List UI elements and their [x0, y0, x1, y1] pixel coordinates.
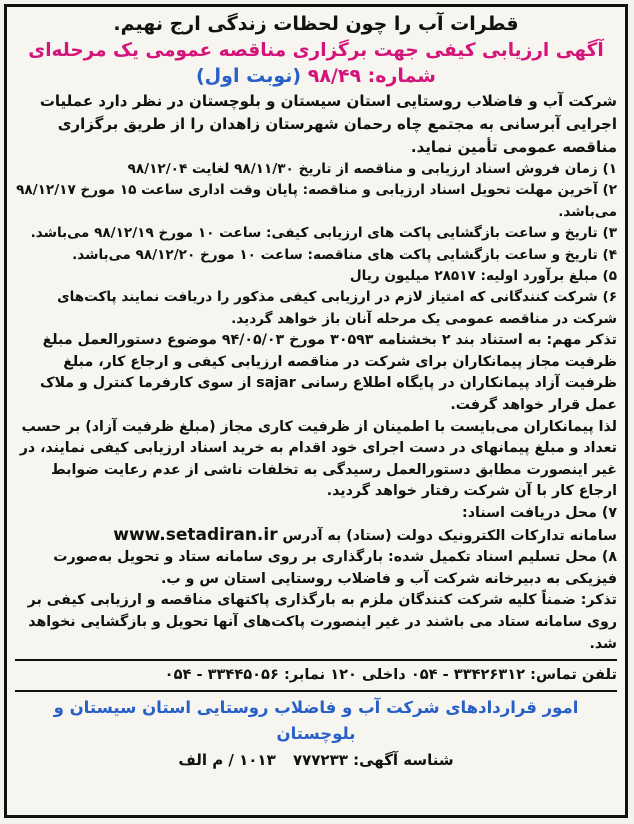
item-8: ۸) محل تسلیم اسناد تکمیل شده: بارگذاری بر روی سامانه ستاد و تحویل به‌صورت فیزیکی به دبیرخانه شرکت آب و فاضلاب روستایی استان س و ب.: [53, 549, 617, 587]
list-item: ۳) تاریخ و ساعت بازگشایی پاکت های ارزیابی کیفی: ساعت ۱۰ مورخ ۹۸/۱۲/۱۹ می‌باشد.: [30, 225, 617, 242]
divider: [15, 690, 617, 692]
important-note: تذکر مهم: به استناد بند ۲ بخشنامه ۳۰۵۹۳ مورخ ۹۴/۰۵/۰۳ موضوع دستورالعمل مبلغ ظرفیت مجاز پیمانکاران برای شرکت در مناقصه ارزیابی کیفی و ارجاع کار، مبلغ ظرفیت آزاد پیمانکاران در پایگاه اطلاع رسانی sajar از سوی کارفرما کنترل و ملاک عمل قرار خواهد گرفت.: [39, 332, 617, 414]
notice-round-tag: (نوبت اول): [196, 65, 302, 87]
capacity-note: لذا پیمانکاران می‌بایست با اطمینان از ظرفیت کاری مجاز (مبلغ ظرفیت آزاد) بر حسب تعداد و مبلغ پیمانهای در دست اجرای خود اقدام به خرید اسناد ارزیابی کیفی نمایند، در غیر اینصورت مطابق دستورالعمل رسیدگی به تخلفات ناشی از عدم رعایت ضوابط ارجاع کار با آن شرکت رفتار خواهد گردید.: [19, 418, 617, 500]
website-link[interactable]: www.setadiran.ir: [113, 524, 278, 545]
issuer-footer: امور قراردادهای شرکت آب و فاضلاب روستایی استان سیستان و بلوچستان: [53, 698, 579, 744]
item-7-detail-text: سامانه تدارکات الکترونیک دولت (ستاد) به آدرس: [282, 527, 617, 544]
list-item: ۴) تاریخ و ساعت بازگشایی پاکت های مناقصه: ساعت ۱۰ مورخ ۹۸/۱۲/۲۰ می‌باشد.: [72, 246, 617, 263]
ad-id-label: شناسه آگهی: ۷۷۷۲۳۳: [292, 751, 454, 770]
notice-number: [15, 65, 617, 87]
notice-body: [15, 11, 617, 811]
list-item: ۶) شرکت کنندگانی که امتیاز لازم در ارزیابی کیفی مذکور را دریافت نمایند پاکت‌های شرکت در مناقصه عمومی یک مرحله آنان باز خواهد گردید.: [57, 289, 617, 327]
notice-frame: [4, 4, 628, 818]
list-item: ۲) آخرین مهلت تحویل اسناد ارزیابی و مناقصه: پایان وقت اداری ساعت ۱۵ مورخ ۹۸/۱۲/۱۷ می‌باشد.: [16, 182, 617, 220]
notice-number-label: شماره: ۹۸/۴۹: [307, 65, 436, 87]
intro-paragraph: شرکت آب و فاضلاب روستایی استان سیستان و بلوچستان در نظر دارد عملیات اجرایی آبرسانی به مجتمع چاه رحمان شهرستان زاهدان را از طریق برگزاری مناقصه عمومی تأمین نماید.: [39, 92, 617, 156]
divider: [15, 659, 617, 661]
conditions-list: [15, 159, 617, 330]
notice-headline: آگهی ارزیابی کیفی جهت برگزاری مناقصه عمومی یک مرحله‌ای: [28, 40, 604, 61]
item-7: ۷) محل دریافت اسناد:: [462, 505, 617, 521]
motto: قطرات آب را چون لحظات زندگی ارج نهیم.: [113, 13, 519, 35]
contact-phones: تلفن تماس: ۳۳۴۲۶۳۱۲ - ۰۵۴ داخلی ۱۲۰ نمابر: ۳۳۴۴۵۰۵۶ - ۰۵۴: [164, 666, 617, 684]
item-7-detail: [15, 525, 617, 548]
ad-reference: ۱۰۱۳ / م الف: [178, 751, 276, 770]
list-item: ۵) مبلغ برآورد اولیه: ۲۸۵۱۷ میلیون ریال: [349, 268, 617, 285]
ad-identifier: [15, 751, 617, 769]
upload-note: تذکر: ضمناً کلیه شرکت کنندگان ملزم به بارگذاری پاکتهای مناقصه و ارزیابی کیفی بر روی سامانه ستاد می باشند در غیر اینصورت پاکت‌های آنها تحویل و بازگشایی نخواهد شد.: [27, 592, 617, 652]
list-item: ۱) زمان فروش اسناد ارزیابی و مناقصه از تاریخ ۹۸/۱۱/۳۰ لغایت ۹۸/۱۲/۰۴: [127, 161, 617, 177]
